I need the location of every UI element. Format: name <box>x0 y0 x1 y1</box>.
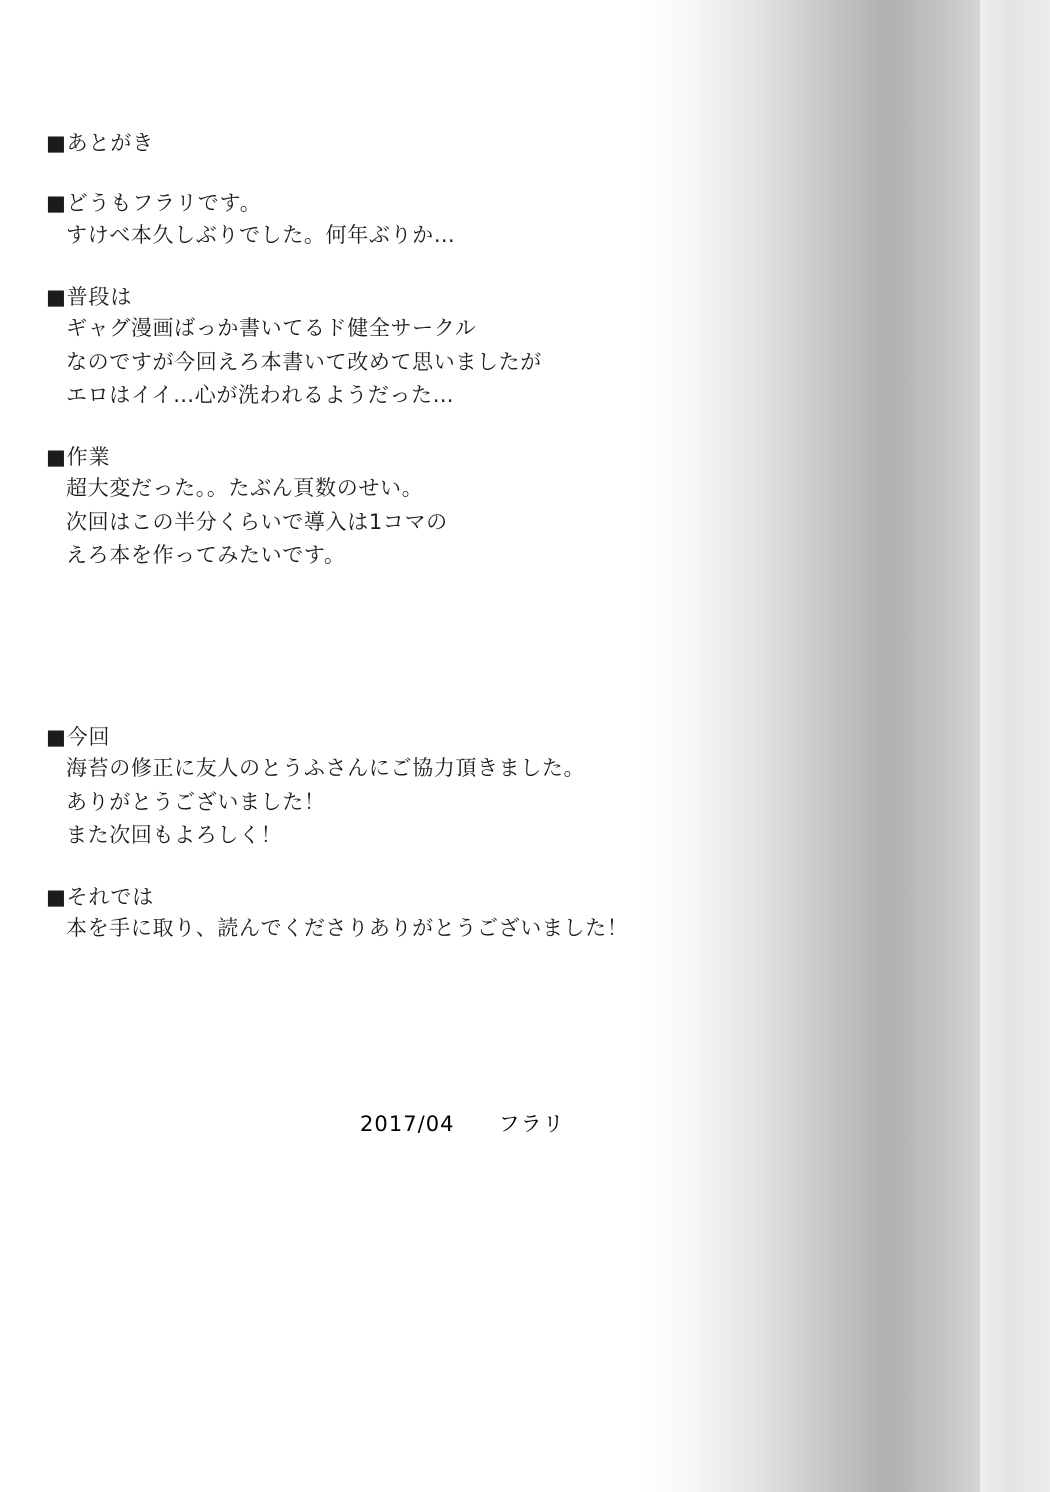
section-line: 超大変だった。。たぶん頁数のせい。 <box>66 476 424 501</box>
section-line: 本を手に取り、読んでくださりありがとうございました！ <box>66 916 629 941</box>
section-this-time <box>46 722 666 852</box>
section-line: 海苔の修正に友人のとうふさんにご協力頂きました。 <box>66 756 586 781</box>
signature-author: フラリ <box>498 1112 565 1136</box>
section-heading: ■作業 <box>46 445 111 469</box>
signature-date: 2017/04 <box>360 1112 455 1136</box>
section-greeting <box>46 188 666 252</box>
section-line: すけべ本久しぶりでした。何年ぶりか… <box>66 222 456 247</box>
section-heading: ■普段は <box>46 285 133 310</box>
section-usually <box>46 282 666 412</box>
scan-gutter-shadow <box>640 0 1050 1492</box>
afterword-title-block <box>46 128 666 158</box>
section-line: エロはイイ…心が洗われるようだった… <box>66 382 455 407</box>
section-heading: ■それでは <box>46 884 155 909</box>
section-work <box>46 442 666 572</box>
signature <box>360 1108 565 1138</box>
section-closing <box>46 882 666 946</box>
section-heading: ■どうもフラリです。 <box>46 191 262 216</box>
section-line: ありがとうございました！ <box>66 789 326 814</box>
afterword-body <box>46 128 666 976</box>
page-title: ■あとがき <box>46 131 155 155</box>
section-line: また次回もよろしく！ <box>66 822 283 847</box>
section-line: 次回はこの半分くらいで導入は1コマの <box>66 509 448 534</box>
section-line: なのですが今回えろ本書いて改めて思いましたが <box>66 349 542 374</box>
section-line: ギャグ漫画ばっか書いてるド健全サークル <box>66 316 477 341</box>
section-heading: ■今回 <box>46 724 111 749</box>
section-line: えろ本を作ってみたいです。 <box>66 542 346 567</box>
scan-edge-shadow <box>980 0 1050 1492</box>
